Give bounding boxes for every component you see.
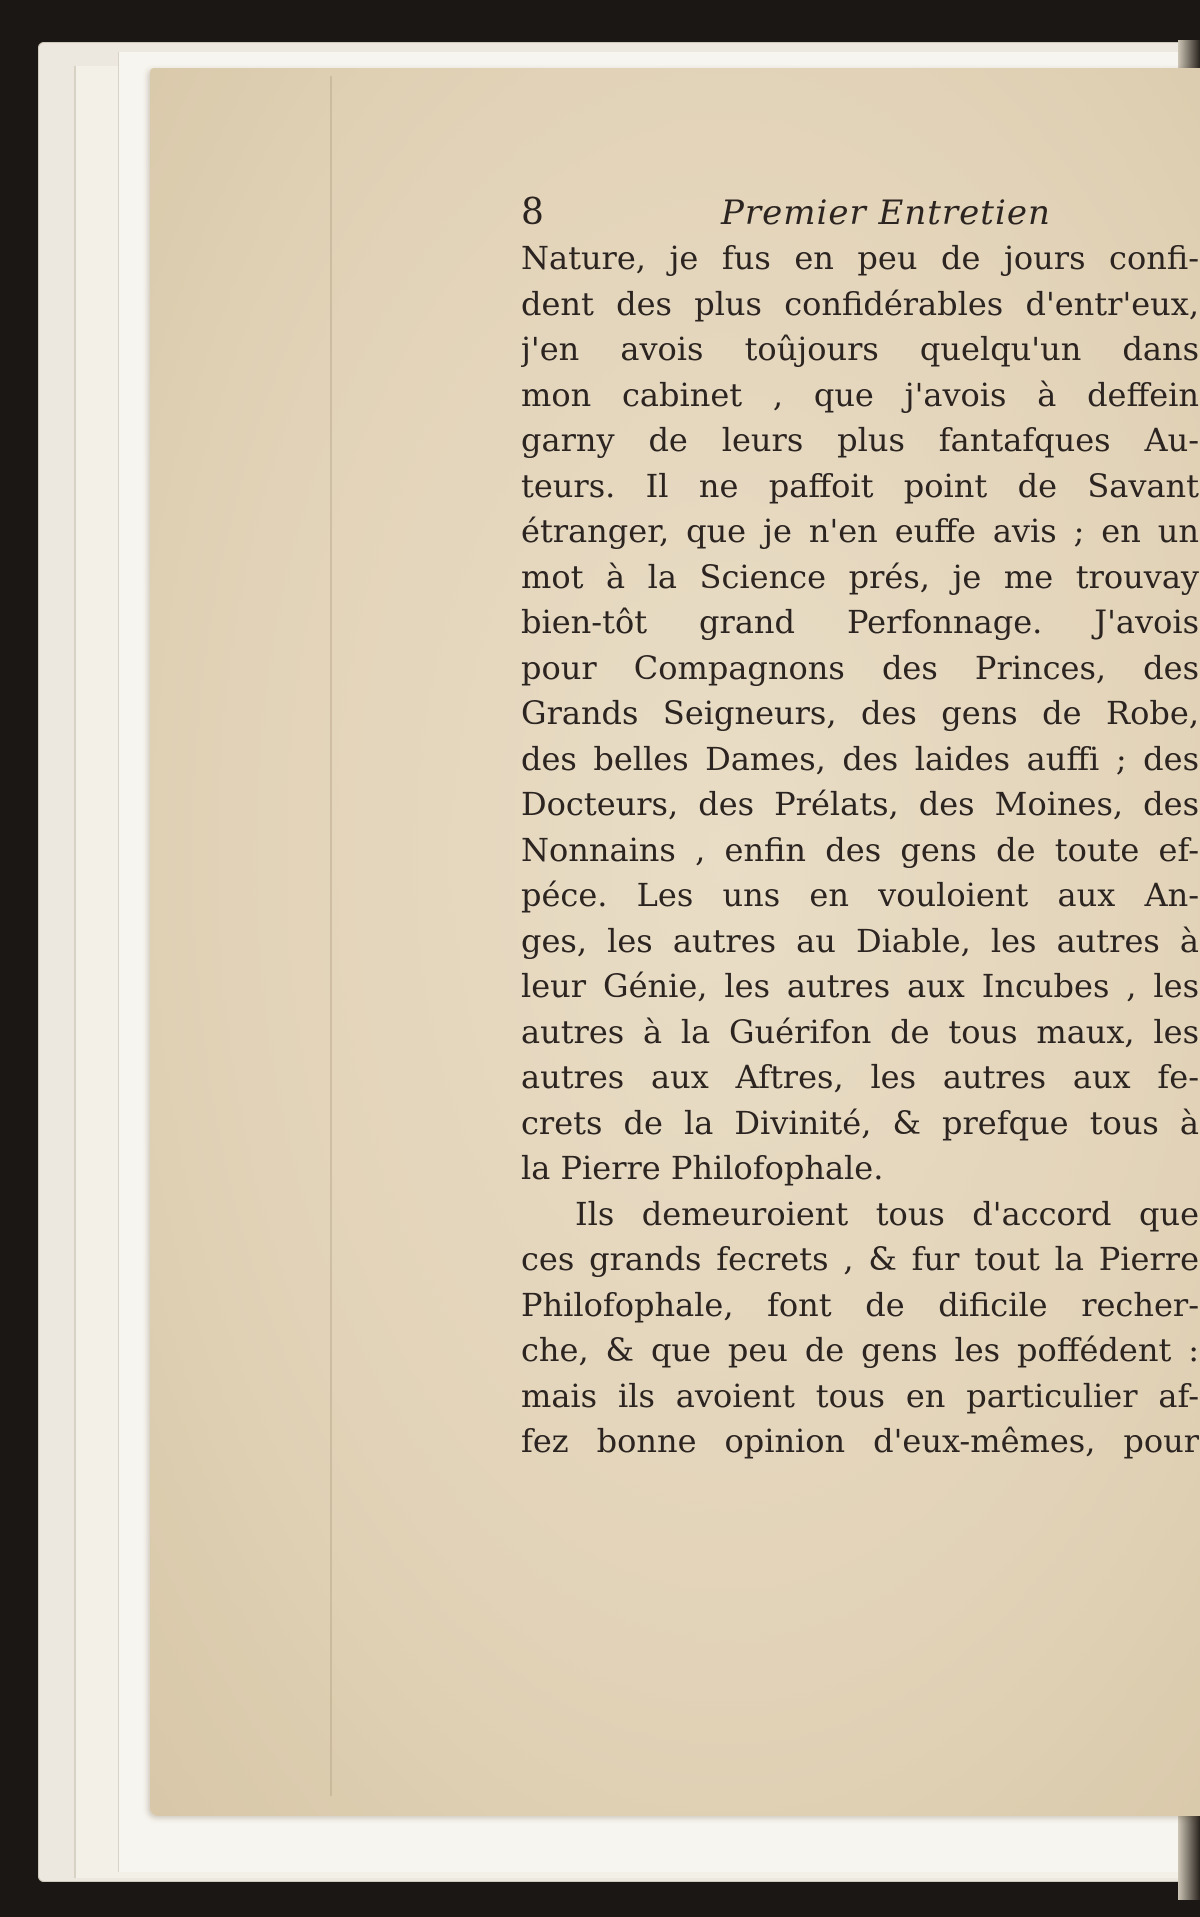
text-line: péce. Les uns en vouloient aux An- [521,876,1199,914]
text-line: leur Génie, les autres aux Incubes , les [521,967,1199,1005]
text-line: Docteurs, des Prélats, des Moines, des [521,785,1199,823]
text-line: fez bonne opinion d'eux-mêmes, pour [521,1422,1199,1460]
paragraph-2 [521,1192,1199,1465]
text-line: dent des plus confidérables d'entr'eux, [521,284,1199,323]
text-line: Nature, je fus en peu de jours confi- [521,239,1199,277]
text-line: pour Compagnons des Princes, des [521,648,1199,687]
text-line: autres à la Guérifon de tous maux, les [521,1012,1199,1051]
text-line: Nonnains , enfin des gens de toute ef- [521,830,1199,869]
text-line: ces grands fecrets , & fur tout la Pierre [521,1240,1199,1278]
page-fold-line [330,76,332,1796]
text-line: mais ils avoient tous en particulier af- [521,1376,1199,1415]
text-line: j'en avois toûjours quelqu'un dans [521,330,1199,368]
text-line: teurs. Il ne paffoit point de Savant [521,466,1199,505]
text-line: Ils demeuroient tous d'accord que [575,1194,1199,1233]
text-line: garny de leurs plus fantafques Au- [521,421,1199,459]
text-line: crets de la Divinité, & prefque tous à [521,1103,1199,1142]
body-text [521,236,1199,1465]
text-line: la Pierre Philofophale. [521,1149,884,1187]
text-line: étranger, que je n'en euffe avis ; en un [521,512,1199,550]
text-line: bien-tôt grand Perfonnage. J'avois [521,603,1199,641]
page-header [521,188,1161,238]
running-head: Premier Entretien [721,193,1051,233]
text-line: ges, les autres au Diable, les autres à [521,921,1199,960]
text-line: autres aux Aftres, les autres aux fe- [521,1058,1199,1096]
text-line: des belles Dames, des laides auffi ; des [521,739,1199,778]
text-line: che, & que peu de gens les poffédent : [521,1331,1199,1369]
text-line: mon cabinet , que j'avois à deffein [521,375,1199,414]
text-line: mot à la Science prés, je me trouvay [521,557,1199,596]
page-number: 8 [521,192,544,233]
text-line: Grands Seigneurs, des gens de Robe, [521,694,1199,732]
paragraph-1 [521,236,1199,1192]
text-line: Philofophale, font de dificile recher- [521,1285,1199,1324]
